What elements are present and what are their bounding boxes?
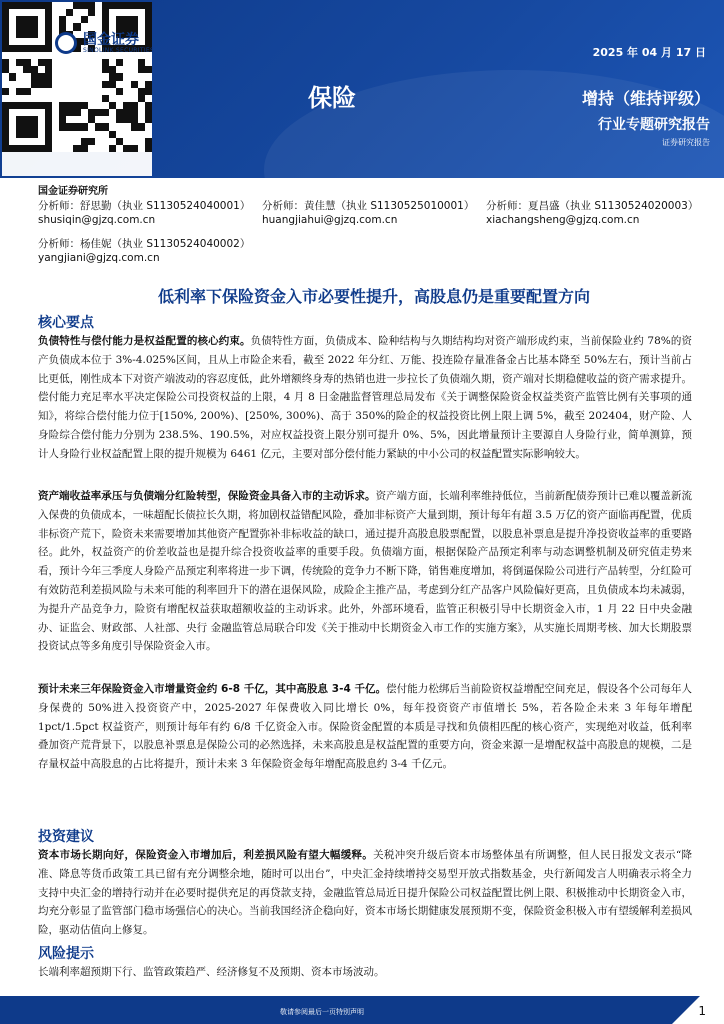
qr-module	[45, 2, 52, 9]
qr-module	[88, 2, 95, 9]
qr-module	[31, 73, 38, 80]
qr-module	[73, 2, 80, 9]
qr-module	[23, 16, 30, 23]
qr-module	[145, 2, 152, 9]
qr-module	[16, 16, 23, 23]
qr-module	[102, 95, 109, 102]
qr-module	[31, 31, 38, 38]
qr-module	[23, 45, 30, 52]
qr-module	[2, 45, 9, 52]
qr-module	[109, 102, 116, 109]
qr-module	[2, 109, 9, 116]
footer-disclaimer: 敬请参阅最后一页特别声明	[280, 1008, 364, 1016]
qr-module	[95, 123, 102, 130]
qr-module	[138, 66, 145, 73]
qr-module	[145, 116, 152, 123]
qr-module	[145, 109, 152, 116]
qr-module	[45, 123, 52, 130]
qr-module	[2, 38, 9, 45]
qr-module	[116, 23, 123, 30]
qr-module	[16, 45, 23, 52]
qr-module	[131, 81, 138, 88]
qr-module	[102, 123, 109, 130]
report-headline: 低利率下保险资金入市必要性提升，高股息仍是重要配置方向	[157, 287, 590, 306]
qr-module	[116, 16, 123, 23]
qr-module	[45, 16, 52, 23]
qr-module	[81, 102, 88, 109]
paragraph-1	[38, 332, 692, 464]
qr-module	[109, 2, 116, 9]
qr-module	[102, 9, 109, 16]
qr-module	[116, 109, 123, 116]
qr-module	[102, 109, 109, 116]
paragraph-2-lead: 资产端收益率承压与负债端分红险转型，保险资金具备入市的主动诉求。	[38, 490, 376, 502]
qr-module	[66, 109, 73, 116]
qr-module	[88, 109, 95, 116]
qr-module	[131, 102, 138, 109]
qr-module	[31, 66, 38, 73]
section-investment-advice: 投资建议	[38, 829, 94, 845]
qr-module	[145, 23, 152, 30]
qr-module	[2, 145, 9, 152]
qr-module	[109, 131, 116, 138]
qr-module	[31, 23, 38, 30]
paragraph-4	[38, 846, 692, 940]
qr-module	[123, 109, 130, 116]
qr-module	[2, 16, 9, 23]
qr-module	[123, 2, 130, 9]
qr-module	[45, 131, 52, 138]
rating: 增持（维持评级）	[581, 89, 710, 108]
analyst-name: 分析师：杨佳妮（执业 S1130524040002）	[38, 238, 251, 250]
qr-module	[2, 2, 9, 9]
qr-module	[59, 109, 66, 116]
qr-module	[38, 2, 45, 9]
qr-module	[145, 145, 152, 152]
qr-module	[9, 145, 16, 152]
qr-module	[66, 9, 73, 16]
qr-module	[23, 102, 30, 109]
paragraph-1-lead: 负债特性与偿付能力是权益配置的核心约束。	[38, 335, 251, 347]
qr-module	[145, 88, 152, 95]
qr-module	[31, 45, 38, 52]
qr-module	[102, 81, 109, 88]
qr-module	[16, 145, 23, 152]
analyst-email-row	[38, 251, 710, 265]
qr-module	[2, 131, 9, 138]
qr-module	[45, 102, 52, 109]
analyst-name: 分析师：夏昌盛（执业 S1130524020003）	[486, 200, 699, 212]
paragraph-3-body: 偿付能力松绑后当前险资权益增配空间充足，假设各个公司每年人身保费的 50%进入投资资产中，2025-2027 年保费收入同比增长 0%，每年投资资产市值增长 5%，若各险企未来 3 年每年增配 1pct/1.5pct 权益资产，则预计每年有约 6/8 千亿资金入市。保险资金配置的本质是寻找和负债相匹配的核心资产，实现绝对收益，低利率叠加资产荒背景下，以股息补票息是保险公司的必然选择，未来高股息是权益配置的重要方向，资金来源一是增配权益中高股息的规模，二是存量权益中高股息的占比将提升，预计未来 3 年保险资金每年增配高股息约 3-4 千亿元。	[38, 683, 693, 771]
qr-module	[16, 88, 23, 95]
qr-module	[45, 9, 52, 16]
qr-module	[59, 23, 66, 30]
qr-module	[59, 123, 66, 130]
qr-module	[138, 95, 145, 102]
qr-module	[31, 2, 38, 9]
qr-module	[16, 31, 23, 38]
qr-module	[45, 73, 52, 80]
qr-module	[31, 131, 38, 138]
paragraph-2	[38, 487, 692, 656]
qr-module	[9, 45, 16, 52]
qr-module	[2, 23, 9, 30]
qr-module	[23, 145, 30, 152]
paragraph-4-lead: 资本市场长期向好，保险资金入市增加后，利差损风险有望大幅缓释。	[38, 849, 374, 861]
qr-module	[31, 16, 38, 23]
qr-module	[2, 102, 9, 109]
qr-module	[95, 109, 102, 116]
qr-module	[38, 59, 45, 66]
logo-name: 国金证券	[83, 31, 139, 48]
analyst-row	[38, 237, 710, 251]
qr-module	[109, 73, 116, 80]
analyst-email[interactable]: yangjiani@gjzq.com.cn	[38, 252, 160, 264]
qr-module	[16, 2, 23, 9]
qr-module	[81, 145, 88, 152]
report-subtype: 证券研究报告	[662, 138, 710, 147]
qr-module	[31, 145, 38, 152]
qr-module	[116, 73, 123, 80]
qr-module	[81, 123, 88, 130]
section-risk: 风险提示	[38, 946, 94, 962]
qr-module	[81, 138, 88, 145]
paragraph-4-body: 关税冲突升级后资本市场整体虽有所调整，但人民日报发文表示“降准、降息等货币政策工具已留有充分调整余地，随时可以出台”，中央汇金持续增持交易型开放式指数基金，央行新闻发言人明确表示将全力支持中央汇金的增持行动并在必要时提供充足的再贷款支持，金融监管总局近日提升保险公司权益配置比例上限、积极推动中长期资金入市，均充分彰显了监管部门稳市场强信心的决心。当前我国经济企稳向好，资本市场长期健康发展预期不变，保险资金积极入市有望缓解利差损风险，驱动估值向上修复。	[38, 849, 692, 937]
company-logo	[55, 32, 154, 54]
qr-module	[88, 138, 95, 145]
qr-module	[31, 116, 38, 123]
qr-module	[16, 59, 23, 66]
qr-module	[16, 102, 23, 109]
qr-module	[88, 116, 95, 123]
qr-module	[116, 116, 123, 123]
report-date: 2025 年 04 月 17 日	[592, 46, 706, 59]
paragraph-1-body: 负债特性方面，负债成本、险种结构与久期结构均对资产端形成约束，当前保险业约 78%的资产负债成本位于 3%-4.025%区间，且从上市险企来看，截至 2022 年分红、万能、投连险存量准备金占比基本降至 50%左右，预计当前占比更低，刚性成本下对资产端波动的容忍度低，此外增额终身寿的热销也进一步拉长了负债端久期，资产端对长期稳健收益的资产需求提升。偿付能力充足率水平决定保险公司投资权益的上限，4 月 8 日金融监督管理总局发布《关于调整保险资金权益类资产监管比例有关事项的通知》，将综合偿付能力位于[150%, 200%)、[250%, 300%)、高于 350%的险企的权益投资比例上限上调 5%，截至 202404，财产险、人身险综合偿付能力分别为 238.5%、190.5%，对应权益投资上限分别可提升 0%、5%，因此增量预计主要源自人身险行业，简单测算，预计人身险行业权益配置上限的提升规模为 6461 亿元，主要对部分偿付能力紧缺的中小公司的权益配置实际影响较大。	[38, 335, 692, 460]
qr-module	[38, 45, 45, 52]
qr-module	[45, 109, 52, 116]
qr-module	[45, 66, 52, 73]
qr-module	[88, 9, 95, 16]
qr-module	[23, 131, 30, 138]
qr-module	[45, 38, 52, 45]
qr-module	[131, 109, 138, 116]
qr-module	[73, 123, 80, 130]
qr-module	[2, 123, 9, 130]
qr-module	[45, 145, 52, 152]
qr-module	[73, 109, 80, 116]
qr-module	[16, 116, 23, 123]
paragraph-3-lead: 预计未来三年保险资金入市增量资金约 6-8 千亿，其中高股息 3-4 千亿。	[38, 683, 387, 695]
qr-module	[9, 73, 16, 80]
qr-module	[45, 23, 52, 30]
qr-module	[131, 16, 138, 23]
logo-en: SINOLINK SECURITIES	[83, 46, 155, 54]
analyst-name: 分析师：黄佳慧（执业 S1130525010001）	[262, 200, 475, 212]
paragraph-2-body: 资产端方面，长端利率维持低位，当前新配债券预计已难以覆盖新流入保费的负债成本，一味超配长债拉长久期，将加剧权益错配风险，叠加非标资产大量到期，预计每年有超 3.5 万亿的资产面临再配置，优质非标资产荒下，险资未来需要增加其他资产配置弥补非标收益的缺口，通过提升高股息股票配置，以股息补票息是提升净投资收益率的重要路径。此外，权益资产的价差收益也是提升综合投资收益率的重要手段。负债端方面，根据保险产品预定利率与动态调整机制及研究值走势来看，预计今年三季度人身险产品预定利率将进一步下调，传统险的竞争力不断下降，销售难度增加，将倒逼保险公司进行产品转型，分红险可有效防范利差损风险与未来可能的利率回升下的潜在退保风险，成险企主推产品，考虑到分红产品客户风险偏好更高，且负债成本均未减弱，为提升产品竞争力，险资有增配权益获取超额收益的主动诉求。此外，外部环境看，监管正积极引导中长期资金入市，1 月 22 日中央金融办、证监会、财政部、人社部、央行 金融监管总局联合印发《关于推动中长期资金入市工作的实施方案》，从实施长周期考核、加大长期股票投资试点等多角度引导保险资金入市。	[38, 490, 693, 653]
qr-module	[131, 145, 138, 152]
qr-module	[73, 23, 80, 30]
qr-module	[102, 66, 109, 73]
qr-module	[116, 59, 123, 66]
qr-module	[31, 123, 38, 130]
qr-module	[66, 123, 73, 130]
paragraph-3	[38, 680, 692, 774]
qr-module	[45, 116, 52, 123]
qr-module	[31, 102, 38, 109]
qr-module	[123, 116, 130, 123]
report-type: 行业专题研究报告	[598, 117, 710, 133]
qr-module	[138, 59, 145, 66]
qr-module	[16, 23, 23, 30]
qr-module	[116, 138, 123, 145]
analyst-email[interactable]: huangjiahui@gjzq.com.cn	[262, 214, 398, 226]
qr-module	[23, 88, 30, 95]
qr-module	[116, 2, 123, 9]
qr-module	[138, 88, 145, 95]
qr-module	[45, 138, 52, 145]
qr-module	[109, 66, 116, 73]
qr-module	[9, 2, 16, 9]
qr-module	[123, 23, 130, 30]
page-number: 1	[698, 1004, 706, 1018]
qr-module	[2, 116, 9, 123]
qr-module	[81, 16, 88, 23]
qr-module	[2, 88, 9, 95]
qr-module	[45, 45, 52, 52]
qr-module	[131, 123, 138, 130]
qr-module	[38, 102, 45, 109]
qr-module	[109, 145, 116, 152]
qr-module	[145, 138, 152, 145]
qr-module	[2, 31, 9, 38]
qr-caption-strip	[2, 152, 152, 176]
qr-module	[2, 138, 9, 145]
qr-module	[145, 16, 152, 23]
qr-module	[81, 2, 88, 9]
paragraph-5: 长端利率超预期下行、监管政策趋严、经济修复不及预期、资本市场波动。	[38, 966, 385, 978]
qr-module	[2, 66, 9, 73]
qr-module	[145, 66, 152, 73]
qr-module	[23, 116, 30, 123]
analyst-row	[38, 199, 710, 213]
qr-module	[145, 81, 152, 88]
qr-module	[123, 16, 130, 23]
qr-module	[73, 102, 80, 109]
analyst-block	[38, 185, 710, 265]
institution: 国金证券研究所	[38, 186, 108, 197]
qr-module	[123, 102, 130, 109]
qr-module	[23, 23, 30, 30]
qr-module	[23, 66, 30, 73]
qr-module	[102, 23, 109, 30]
qr-module	[2, 9, 9, 16]
qr-module	[145, 9, 152, 16]
qr-module	[23, 123, 30, 130]
qr-module	[131, 23, 138, 30]
qr-module	[16, 123, 23, 130]
qr-module	[131, 2, 138, 9]
qr-module	[145, 102, 152, 109]
qr-module	[45, 31, 52, 38]
qr-module	[66, 102, 73, 109]
qr-module	[116, 88, 123, 95]
section-key-points: 核心要点	[38, 315, 94, 331]
industry-title: 保险	[308, 84, 356, 112]
qr-module	[138, 2, 145, 9]
qr-module	[23, 59, 30, 66]
qr-module	[31, 81, 38, 88]
analyst-name: 分析师：舒思勤（执业 S1130524040001）	[38, 200, 251, 212]
qr-module	[131, 116, 138, 123]
qr-module	[73, 145, 80, 152]
qr-module	[2, 59, 9, 66]
qr-module	[38, 73, 45, 80]
analyst-email[interactable]: xiachangsheng@gjzq.com.cn	[486, 214, 640, 226]
analyst-email-row	[38, 213, 710, 227]
logo-mark-icon	[55, 32, 77, 54]
qr-module	[59, 102, 66, 109]
analyst-email[interactable]: shusiqin@gjzq.com.cn	[38, 214, 156, 226]
qr-module	[45, 81, 52, 88]
qr-module	[123, 145, 130, 152]
qr-module	[38, 145, 45, 152]
qr-module	[102, 59, 109, 66]
qr-module	[23, 2, 30, 9]
qr-module	[23, 31, 30, 38]
qr-module	[59, 116, 66, 123]
qr-module	[16, 131, 23, 138]
qr-module	[59, 16, 66, 23]
qr-module	[102, 2, 109, 9]
qr-module	[109, 81, 116, 88]
qr-module	[102, 16, 109, 23]
qr-code	[2, 2, 155, 152]
qr-module	[45, 59, 52, 66]
qr-module	[38, 81, 45, 88]
qr-module	[138, 123, 145, 130]
qr-module	[9, 102, 16, 109]
